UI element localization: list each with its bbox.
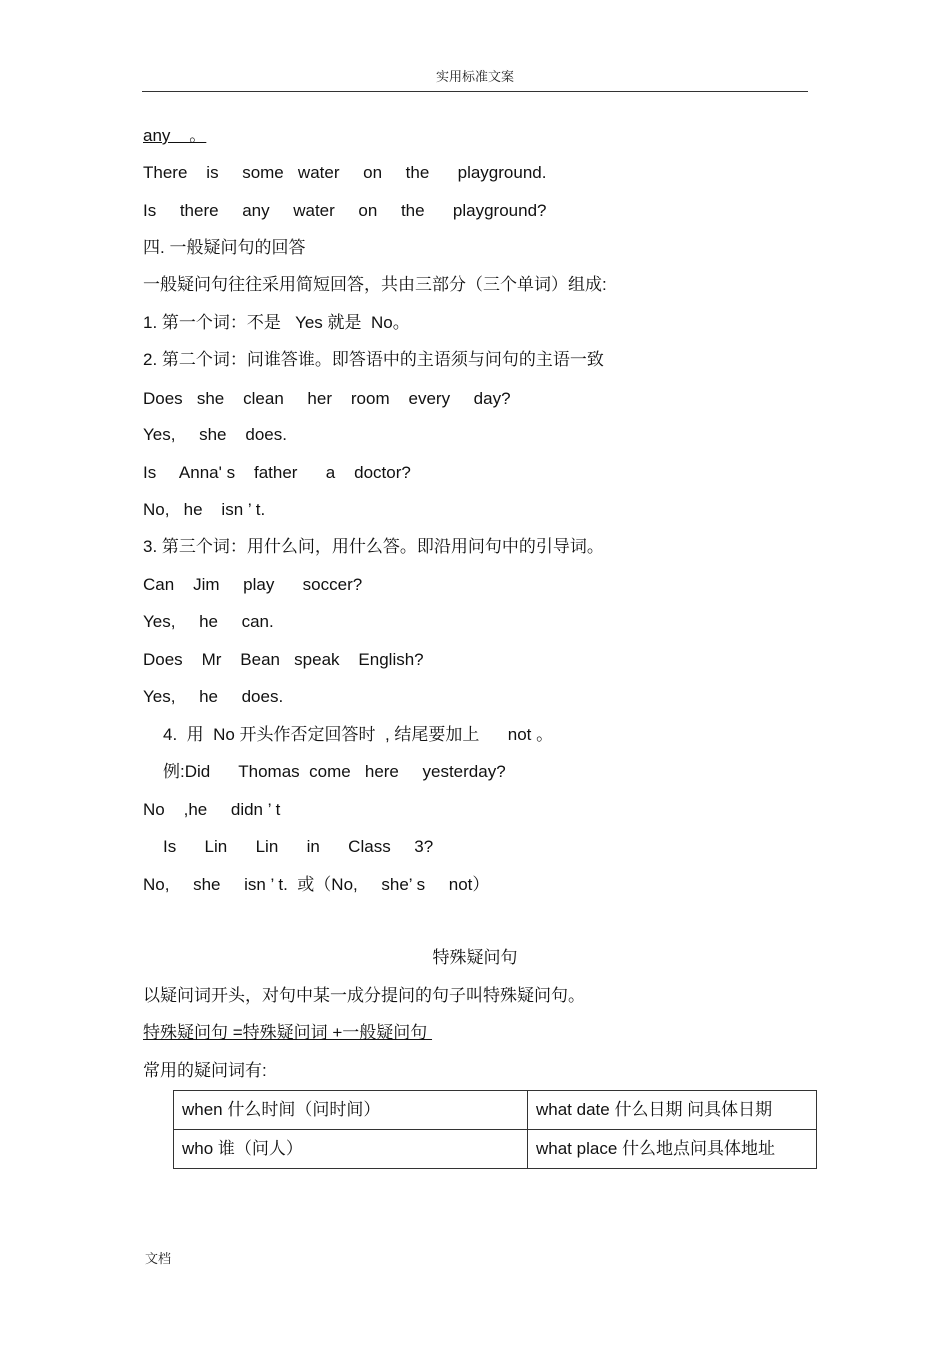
text-line: 4. 用 No 开头作否定回答时 , 结尾要加上 not 。 bbox=[163, 725, 554, 744]
header-rule bbox=[142, 91, 808, 92]
text-line: There is some water on the playground. bbox=[143, 163, 547, 182]
text-line: Can Jim play soccer? bbox=[143, 575, 363, 594]
text-line: 例:Did Thomas come here yesterday? bbox=[163, 762, 506, 781]
table-cell: who 谁（问人） bbox=[174, 1130, 528, 1169]
text-line: No, she isn ’ t. 或（No, she’ s not） bbox=[143, 875, 490, 894]
text-line: Yes, he does. bbox=[143, 687, 284, 706]
table-row bbox=[174, 1130, 817, 1169]
page-footer: 文档 bbox=[145, 1251, 172, 1266]
text-line: 常用的疑问词有: bbox=[143, 1061, 267, 1080]
text-line: any 。 bbox=[143, 126, 207, 145]
text-line: Yes, she does. bbox=[143, 425, 287, 444]
formula-line: 特殊疑问句 =特殊疑问词 +一般疑问句 bbox=[143, 1023, 433, 1042]
table-cell: what place 什么地点问具体地址 bbox=[528, 1130, 817, 1169]
text-line: 一般疑问句往往采用简短回答，共由三部分（三个单词）组成: bbox=[143, 275, 607, 294]
section-heading: 四. 一般疑问句的回答 bbox=[143, 238, 306, 257]
text-line: Yes, he can. bbox=[143, 612, 274, 631]
section-title: 特殊疑问句 bbox=[432, 948, 518, 967]
text-line: Is Anna' s father a doctor? bbox=[143, 463, 411, 482]
text-line: Does she clean her room every day? bbox=[143, 389, 511, 408]
text-line: 以疑问词开头，对句中某一成分提问的句子叫特殊疑问句。 bbox=[143, 986, 585, 1005]
text-line: No ,he didn ’ t bbox=[143, 800, 281, 819]
page-header: 实用标准文案 bbox=[435, 69, 514, 84]
table-cell: what date 什么日期 问具体日期 bbox=[528, 1091, 817, 1130]
text-line: 2. 第二个词：问谁答谁。即答语中的主语须与问句的主语一致 bbox=[143, 350, 604, 369]
question-words-table bbox=[173, 1090, 817, 1169]
text-line: No, he isn ’ t. bbox=[143, 500, 266, 519]
text-line: 3. 第三个词：用什么问，用什么答。即沿用问句中的引导词。 bbox=[143, 537, 604, 556]
table-cell: when 什么时间（问时间） bbox=[174, 1091, 528, 1130]
text-line: 1. 第一个词：不是 Yes 就是 No。 bbox=[143, 313, 410, 332]
table-row bbox=[174, 1091, 817, 1130]
text-line: Is there any water on the playground? bbox=[143, 201, 547, 220]
text-line: Does Mr Bean speak English? bbox=[143, 650, 424, 669]
text-line: Is Lin Lin in Class 3? bbox=[163, 837, 434, 856]
